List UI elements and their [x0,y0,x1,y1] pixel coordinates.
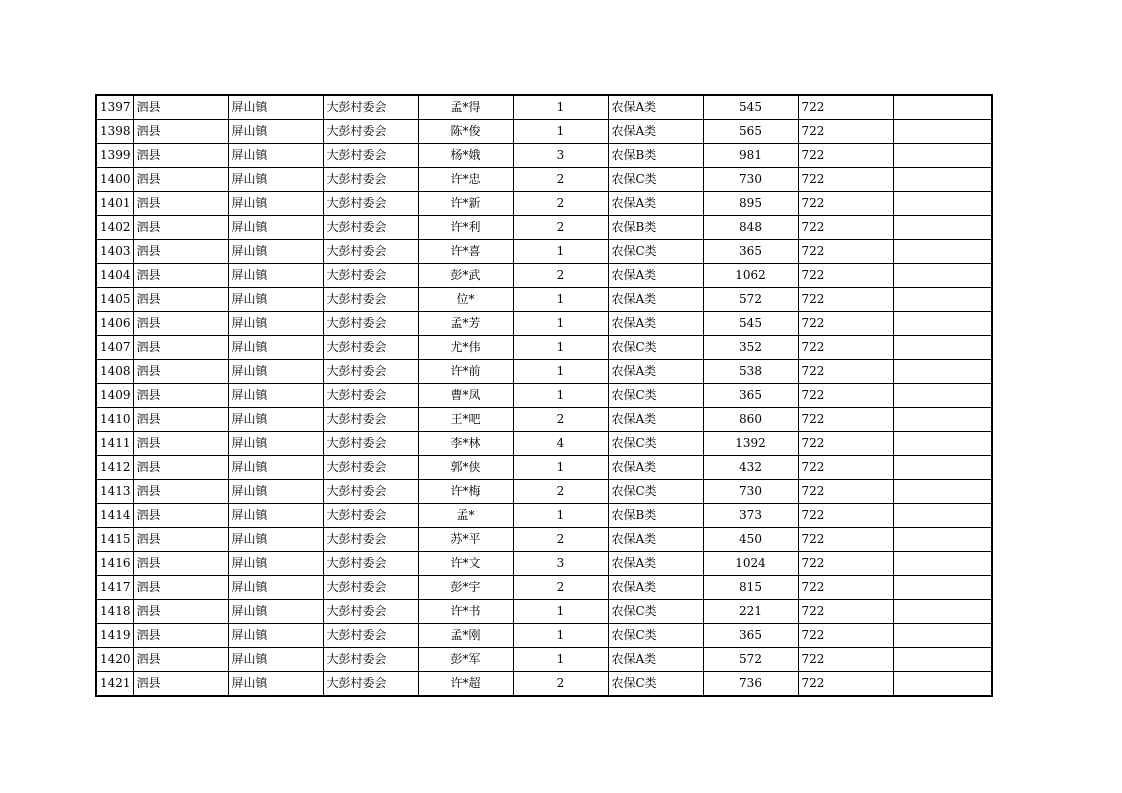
remark-cell [893,408,992,432]
remark-cell [893,288,992,312]
table-row [96,504,992,528]
table-body [96,95,992,696]
standard-cell: 722 [798,648,893,672]
table-row [96,408,992,432]
category-cell: 农保A类 [608,456,703,480]
village-cell: 大彭村委会 [323,576,418,600]
town-cell: 屏山镇 [228,264,323,288]
standard-cell: 722 [798,528,893,552]
data-table [95,94,993,697]
amount-cell: 572 [703,648,798,672]
category-cell: 农保A类 [608,576,703,600]
remark-cell [893,576,992,600]
town-cell: 屏山镇 [228,240,323,264]
standard-cell: 722 [798,384,893,408]
table-row [96,168,992,192]
category-cell: 农保A类 [608,648,703,672]
standard-cell: 722 [798,144,893,168]
table-row [96,240,992,264]
category-cell: 农保C类 [608,624,703,648]
town-cell: 屏山镇 [228,576,323,600]
amount-cell: 432 [703,456,798,480]
name-cell: 许*超 [418,672,513,697]
name-cell: 彭*武 [418,264,513,288]
town-cell: 屏山镇 [228,312,323,336]
name-cell: 许*梅 [418,480,513,504]
name-cell: 曹*凤 [418,384,513,408]
table-row [96,384,992,408]
category-cell: 农保C类 [608,480,703,504]
table-row [96,672,992,697]
remark-cell [893,144,992,168]
household-count-cell: 4 [513,432,608,456]
remark-cell [893,336,992,360]
household-count-cell: 2 [513,168,608,192]
household-count-cell: 1 [513,312,608,336]
town-cell: 屏山镇 [228,336,323,360]
table-row [96,216,992,240]
household-count-cell: 1 [513,336,608,360]
row-index-cell: 1397 [96,95,133,120]
village-cell: 大彭村委会 [323,168,418,192]
household-count-cell: 2 [513,480,608,504]
table-row [96,360,992,384]
county-cell: 泗县 [133,240,228,264]
village-cell: 大彭村委会 [323,408,418,432]
remark-cell [893,95,992,120]
household-count-cell: 2 [513,576,608,600]
town-cell: 屏山镇 [228,192,323,216]
amount-cell: 450 [703,528,798,552]
category-cell: 农保A类 [608,360,703,384]
amount-cell: 848 [703,216,798,240]
town-cell: 屏山镇 [228,216,323,240]
household-count-cell: 1 [513,624,608,648]
remark-cell [893,360,992,384]
household-count-cell: 1 [513,120,608,144]
category-cell: 农保A类 [608,264,703,288]
standard-cell: 722 [798,672,893,697]
county-cell: 泗县 [133,384,228,408]
amount-cell: 1024 [703,552,798,576]
category-cell: 农保B类 [608,216,703,240]
household-count-cell: 2 [513,216,608,240]
village-cell: 大彭村委会 [323,144,418,168]
remark-cell [893,648,992,672]
household-count-cell: 1 [513,360,608,384]
county-cell: 泗县 [133,432,228,456]
county-cell: 泗县 [133,504,228,528]
table-row [96,95,992,120]
category-cell: 农保A类 [608,312,703,336]
row-index-cell: 1417 [96,576,133,600]
category-cell: 农保C类 [608,384,703,408]
county-cell: 泗县 [133,168,228,192]
county-cell: 泗县 [133,120,228,144]
household-count-cell: 1 [513,288,608,312]
remark-cell [893,312,992,336]
row-index-cell: 1414 [96,504,133,528]
village-cell: 大彭村委会 [323,120,418,144]
village-cell: 大彭村委会 [323,264,418,288]
amount-cell: 895 [703,192,798,216]
category-cell: 农保A类 [608,95,703,120]
name-cell: 苏*平 [418,528,513,552]
remark-cell [893,600,992,624]
household-count-cell: 1 [513,648,608,672]
table-row [96,600,992,624]
county-cell: 泗县 [133,408,228,432]
row-index-cell: 1419 [96,624,133,648]
standard-cell: 722 [798,360,893,384]
standard-cell: 722 [798,312,893,336]
amount-cell: 365 [703,624,798,648]
town-cell: 屏山镇 [228,600,323,624]
name-cell: 许*新 [418,192,513,216]
amount-cell: 221 [703,600,798,624]
category-cell: 农保B类 [608,504,703,528]
row-index-cell: 1420 [96,648,133,672]
table-row [96,336,992,360]
amount-cell: 352 [703,336,798,360]
row-index-cell: 1412 [96,456,133,480]
row-index-cell: 1413 [96,480,133,504]
category-cell: 农保C类 [608,168,703,192]
amount-cell: 730 [703,480,798,504]
row-index-cell: 1398 [96,120,133,144]
household-count-cell: 2 [513,528,608,552]
category-cell: 农保A类 [608,528,703,552]
county-cell: 泗县 [133,552,228,576]
town-cell: 屏山镇 [228,648,323,672]
name-cell: 孟*得 [418,95,513,120]
amount-cell: 572 [703,288,798,312]
table-row [96,312,992,336]
row-index-cell: 1401 [96,192,133,216]
row-index-cell: 1416 [96,552,133,576]
table-row [96,552,992,576]
row-index-cell: 1409 [96,384,133,408]
category-cell: 农保B类 [608,144,703,168]
table-row [96,576,992,600]
county-cell: 泗县 [133,672,228,697]
town-cell: 屏山镇 [228,384,323,408]
county-cell: 泗县 [133,528,228,552]
name-cell: 尤*伟 [418,336,513,360]
name-cell: 孟*刚 [418,624,513,648]
village-cell: 大彭村委会 [323,552,418,576]
name-cell: 许*喜 [418,240,513,264]
village-cell: 大彭村委会 [323,648,418,672]
name-cell: 王*吧 [418,408,513,432]
county-cell: 泗县 [133,624,228,648]
name-cell: 郭*侠 [418,456,513,480]
name-cell: 陈*俊 [418,120,513,144]
household-count-cell: 2 [513,408,608,432]
standard-cell: 722 [798,120,893,144]
village-cell: 大彭村委会 [323,624,418,648]
town-cell: 屏山镇 [228,168,323,192]
remark-cell [893,480,992,504]
category-cell: 农保C类 [608,336,703,360]
table-row [96,648,992,672]
town-cell: 屏山镇 [228,672,323,697]
standard-cell: 722 [798,264,893,288]
standard-cell: 722 [798,288,893,312]
village-cell: 大彭村委会 [323,528,418,552]
household-count-cell: 3 [513,144,608,168]
table-row [96,456,992,480]
village-cell: 大彭村委会 [323,432,418,456]
amount-cell: 1392 [703,432,798,456]
household-count-cell: 1 [513,240,608,264]
village-cell: 大彭村委会 [323,600,418,624]
household-count-cell: 3 [513,552,608,576]
town-cell: 屏山镇 [228,95,323,120]
remark-cell [893,624,992,648]
category-cell: 农保A类 [608,408,703,432]
county-cell: 泗县 [133,648,228,672]
village-cell: 大彭村委会 [323,95,418,120]
name-cell: 李*林 [418,432,513,456]
remark-cell [893,216,992,240]
standard-cell: 722 [798,216,893,240]
row-index-cell: 1411 [96,432,133,456]
row-index-cell: 1404 [96,264,133,288]
remark-cell [893,384,992,408]
amount-cell: 545 [703,312,798,336]
county-cell: 泗县 [133,192,228,216]
name-cell: 杨*娥 [418,144,513,168]
village-cell: 大彭村委会 [323,312,418,336]
category-cell: 农保A类 [608,120,703,144]
amount-cell: 736 [703,672,798,697]
amount-cell: 860 [703,408,798,432]
name-cell: 许*前 [418,360,513,384]
amount-cell: 365 [703,240,798,264]
village-cell: 大彭村委会 [323,360,418,384]
row-index-cell: 1406 [96,312,133,336]
town-cell: 屏山镇 [228,360,323,384]
village-cell: 大彭村委会 [323,336,418,360]
standard-cell: 722 [798,552,893,576]
town-cell: 屏山镇 [228,144,323,168]
remark-cell [893,168,992,192]
row-index-cell: 1403 [96,240,133,264]
name-cell: 许*利 [418,216,513,240]
standard-cell: 722 [798,408,893,432]
county-cell: 泗县 [133,312,228,336]
town-cell: 屏山镇 [228,288,323,312]
village-cell: 大彭村委会 [323,480,418,504]
row-index-cell: 1421 [96,672,133,697]
county-cell: 泗县 [133,576,228,600]
row-index-cell: 1410 [96,408,133,432]
remark-cell [893,504,992,528]
amount-cell: 815 [703,576,798,600]
name-cell: 许*文 [418,552,513,576]
table-row [96,624,992,648]
remark-cell [893,432,992,456]
household-count-cell: 1 [513,95,608,120]
remark-cell [893,120,992,144]
village-cell: 大彭村委会 [323,504,418,528]
standard-cell: 722 [798,504,893,528]
household-count-cell: 1 [513,384,608,408]
name-cell: 许*忠 [418,168,513,192]
town-cell: 屏山镇 [228,624,323,648]
amount-cell: 565 [703,120,798,144]
remark-cell [893,672,992,697]
county-cell: 泗县 [133,456,228,480]
name-cell: 彭*军 [418,648,513,672]
town-cell: 屏山镇 [228,120,323,144]
household-count-cell: 1 [513,600,608,624]
village-cell: 大彭村委会 [323,384,418,408]
category-cell: 农保A类 [608,192,703,216]
county-cell: 泗县 [133,264,228,288]
category-cell: 农保C类 [608,240,703,264]
table-row [96,120,992,144]
remark-cell [893,192,992,216]
row-index-cell: 1418 [96,600,133,624]
name-cell: 彭*宇 [418,576,513,600]
county-cell: 泗县 [133,480,228,504]
row-index-cell: 1407 [96,336,133,360]
remark-cell [893,456,992,480]
village-cell: 大彭村委会 [323,456,418,480]
table-row [96,144,992,168]
table-row [96,264,992,288]
town-cell: 屏山镇 [228,504,323,528]
amount-cell: 365 [703,384,798,408]
table-row [96,432,992,456]
amount-cell: 545 [703,95,798,120]
county-cell: 泗县 [133,288,228,312]
standard-cell: 722 [798,624,893,648]
county-cell: 泗县 [133,144,228,168]
town-cell: 屏山镇 [228,432,323,456]
standard-cell: 722 [798,240,893,264]
standard-cell: 722 [798,576,893,600]
village-cell: 大彭村委会 [323,216,418,240]
town-cell: 屏山镇 [228,528,323,552]
amount-cell: 981 [703,144,798,168]
standard-cell: 722 [798,336,893,360]
table-row [96,288,992,312]
county-cell: 泗县 [133,95,228,120]
county-cell: 泗县 [133,600,228,624]
town-cell: 屏山镇 [228,552,323,576]
household-count-cell: 2 [513,264,608,288]
standard-cell: 722 [798,480,893,504]
table-row [96,480,992,504]
standard-cell: 722 [798,192,893,216]
remark-cell [893,552,992,576]
amount-cell: 538 [703,360,798,384]
name-cell: 孟* [418,504,513,528]
standard-cell: 722 [798,168,893,192]
category-cell: 农保C类 [608,432,703,456]
amount-cell: 730 [703,168,798,192]
row-index-cell: 1408 [96,360,133,384]
remark-cell [893,528,992,552]
town-cell: 屏山镇 [228,408,323,432]
table-row [96,192,992,216]
remark-cell [893,264,992,288]
village-cell: 大彭村委会 [323,240,418,264]
row-index-cell: 1402 [96,216,133,240]
category-cell: 农保A类 [608,288,703,312]
standard-cell: 722 [798,432,893,456]
standard-cell: 722 [798,600,893,624]
remark-cell [893,240,992,264]
category-cell: 农保C类 [608,600,703,624]
household-count-cell: 1 [513,504,608,528]
village-cell: 大彭村委会 [323,288,418,312]
name-cell: 位* [418,288,513,312]
household-count-cell: 2 [513,192,608,216]
town-cell: 屏山镇 [228,456,323,480]
name-cell: 孟*芳 [418,312,513,336]
table-row [96,528,992,552]
town-cell: 屏山镇 [228,480,323,504]
village-cell: 大彭村委会 [323,672,418,697]
row-index-cell: 1415 [96,528,133,552]
row-index-cell: 1405 [96,288,133,312]
standard-cell: 722 [798,456,893,480]
household-count-cell: 1 [513,456,608,480]
row-index-cell: 1400 [96,168,133,192]
amount-cell: 373 [703,504,798,528]
category-cell: 农保C类 [608,672,703,697]
household-count-cell: 2 [513,672,608,697]
village-cell: 大彭村委会 [323,192,418,216]
county-cell: 泗县 [133,216,228,240]
county-cell: 泗县 [133,336,228,360]
row-index-cell: 1399 [96,144,133,168]
standard-cell: 722 [798,95,893,120]
name-cell: 许*书 [418,600,513,624]
amount-cell: 1062 [703,264,798,288]
category-cell: 农保A类 [608,552,703,576]
county-cell: 泗县 [133,360,228,384]
